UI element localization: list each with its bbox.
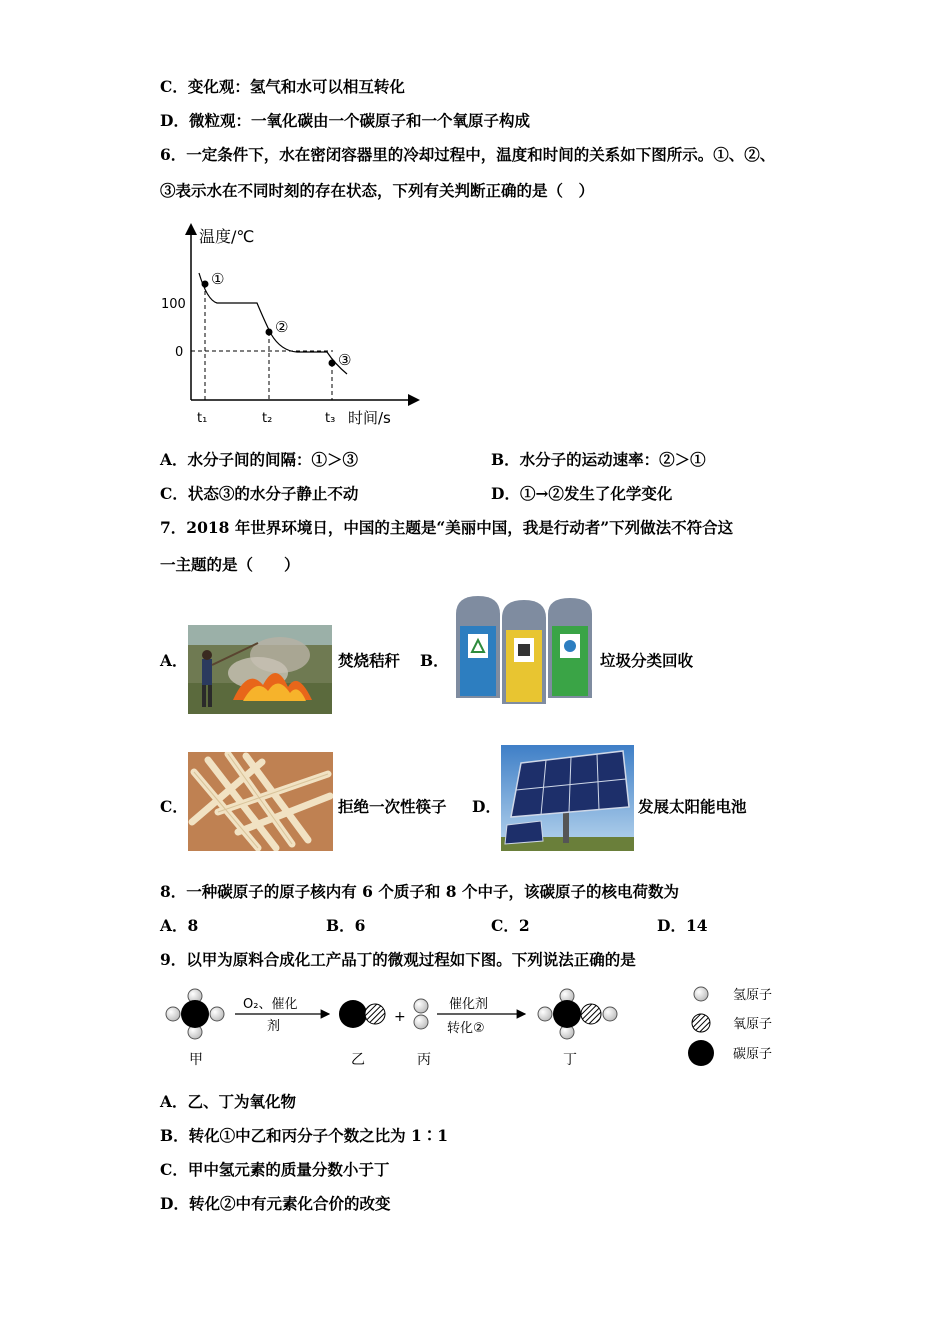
molecule-jia <box>166 989 224 1039</box>
q9-option-a[interactable]: A．乙、丁为氧化物 <box>160 1092 297 1111</box>
tick-t2: t₂ <box>262 411 273 426</box>
point-1 <box>202 281 209 288</box>
point-2 <box>266 329 273 336</box>
arrow-2-top: 催化剂 <box>449 997 489 1012</box>
q9-stem: 9．以甲为原料合成化工产品丁的微观过程如下图。下列说法正确的是 <box>160 950 636 969</box>
q8-stem: 8．一种碳原子的原子核内有 6 个质子和 8 个中子，该碳原子的核电荷数为 <box>160 882 679 901</box>
q7-option-a-letter[interactable]: A． <box>160 651 188 670</box>
q6-option-c[interactable]: C．状态③的水分子静止不动 <box>160 484 359 503</box>
recycling-bins-image <box>452 594 595 714</box>
arrow-1-top: O₂、催化 <box>243 997 298 1012</box>
q6-cooling-graph <box>155 218 425 437</box>
prev-option-d: D．微粒观：一氧化碳由一个碳原子和一个氧原子构成 <box>160 111 530 130</box>
q7-stem-line1: 7．2018 年世界环境日，中国的主题是“美丽中国，我是行动者”下列做法不符合这 <box>160 518 734 537</box>
point-3-label: ③ <box>338 351 352 369</box>
point-2-label: ② <box>275 318 289 336</box>
arrow-2-bottom: 转化② <box>447 1021 485 1036</box>
straw-burning-image <box>188 625 332 714</box>
legend <box>688 987 772 1066</box>
y-axis-label: 温度/℃ <box>199 227 255 246</box>
tick-t1: t₁ <box>197 411 208 426</box>
label-ding: 丁 <box>563 1052 577 1068</box>
q8-option-c[interactable]: C．2 <box>491 916 530 935</box>
q9-reaction-diagram <box>155 982 795 1076</box>
q8-option-b[interactable]: B．6 <box>326 916 366 935</box>
label-yi: 乙 <box>351 1052 365 1068</box>
q9-option-c[interactable]: C．甲中氢元素的质量分数小于丁 <box>160 1160 390 1179</box>
chopsticks-image <box>188 752 333 851</box>
q7-option-d-letter[interactable]: D． <box>472 797 501 816</box>
q9-option-b[interactable]: B．转化①中乙和丙分子个数之比为 1∶1 <box>160 1126 449 1145</box>
legend-carbon: 碳原子 <box>733 1047 773 1062</box>
legend-oxygen: 氧原子 <box>733 1017 773 1032</box>
arrow-1-bottom: 剂 <box>267 1019 281 1034</box>
tick-100: 100 <box>161 297 186 312</box>
point-1-label: ① <box>211 270 225 288</box>
tick-t3: t₃ <box>325 411 336 426</box>
molecule-bing <box>414 999 428 1029</box>
q6-stem-line1: 6．一定条件下，水在密闭容器里的冷却过程中，温度和时间的关系如下图所示。①、②、 <box>160 145 776 164</box>
x-axis-label: 时间/s <box>348 409 391 427</box>
q7-option-b-text: 垃圾分类回收 <box>600 651 694 670</box>
molecule-ding <box>538 989 617 1039</box>
q6-option-a[interactable]: A．水分子间的间隔：①＞③ <box>160 450 359 469</box>
q6-option-b[interactable]: B．水分子的运动速率：②＞① <box>491 450 706 469</box>
q7-option-c-text: 拒绝一次性筷子 <box>338 797 447 816</box>
point-3 <box>329 360 336 367</box>
q7-stem-line2: 一主题的是（ ） <box>160 555 300 574</box>
solar-panel-image <box>501 745 634 851</box>
q6-stem-line2: ③表示水在不同时刻的存在状态，下列有关判断正确的是（ ） <box>160 181 595 200</box>
label-jia: 甲 <box>189 1052 203 1068</box>
q8-option-d[interactable]: D．14 <box>657 916 708 935</box>
label-bing: 丙 <box>417 1052 431 1068</box>
q8-option-a[interactable]: A．8 <box>160 916 199 935</box>
q7-option-d-text: 发展太阳能电池 <box>638 797 747 816</box>
tick-0: 0 <box>175 345 184 360</box>
cooling-curve <box>199 273 347 374</box>
q7-option-c-letter[interactable]: C． <box>160 797 188 816</box>
legend-hydrogen: 氢原子 <box>733 988 773 1003</box>
q9-option-d[interactable]: D．转化②中有元素化合价的改变 <box>160 1194 391 1213</box>
prev-option-c: C．变化观：氢气和水可以相互转化 <box>160 77 405 96</box>
q7-option-b-letter[interactable]: B． <box>420 651 449 670</box>
plus-sign: + <box>394 1009 406 1025</box>
q7-option-a-text: 焚烧秸秆 <box>338 651 401 670</box>
molecule-yi <box>339 1000 385 1028</box>
q6-option-d[interactable]: D．①→②发生了化学变化 <box>491 484 673 503</box>
